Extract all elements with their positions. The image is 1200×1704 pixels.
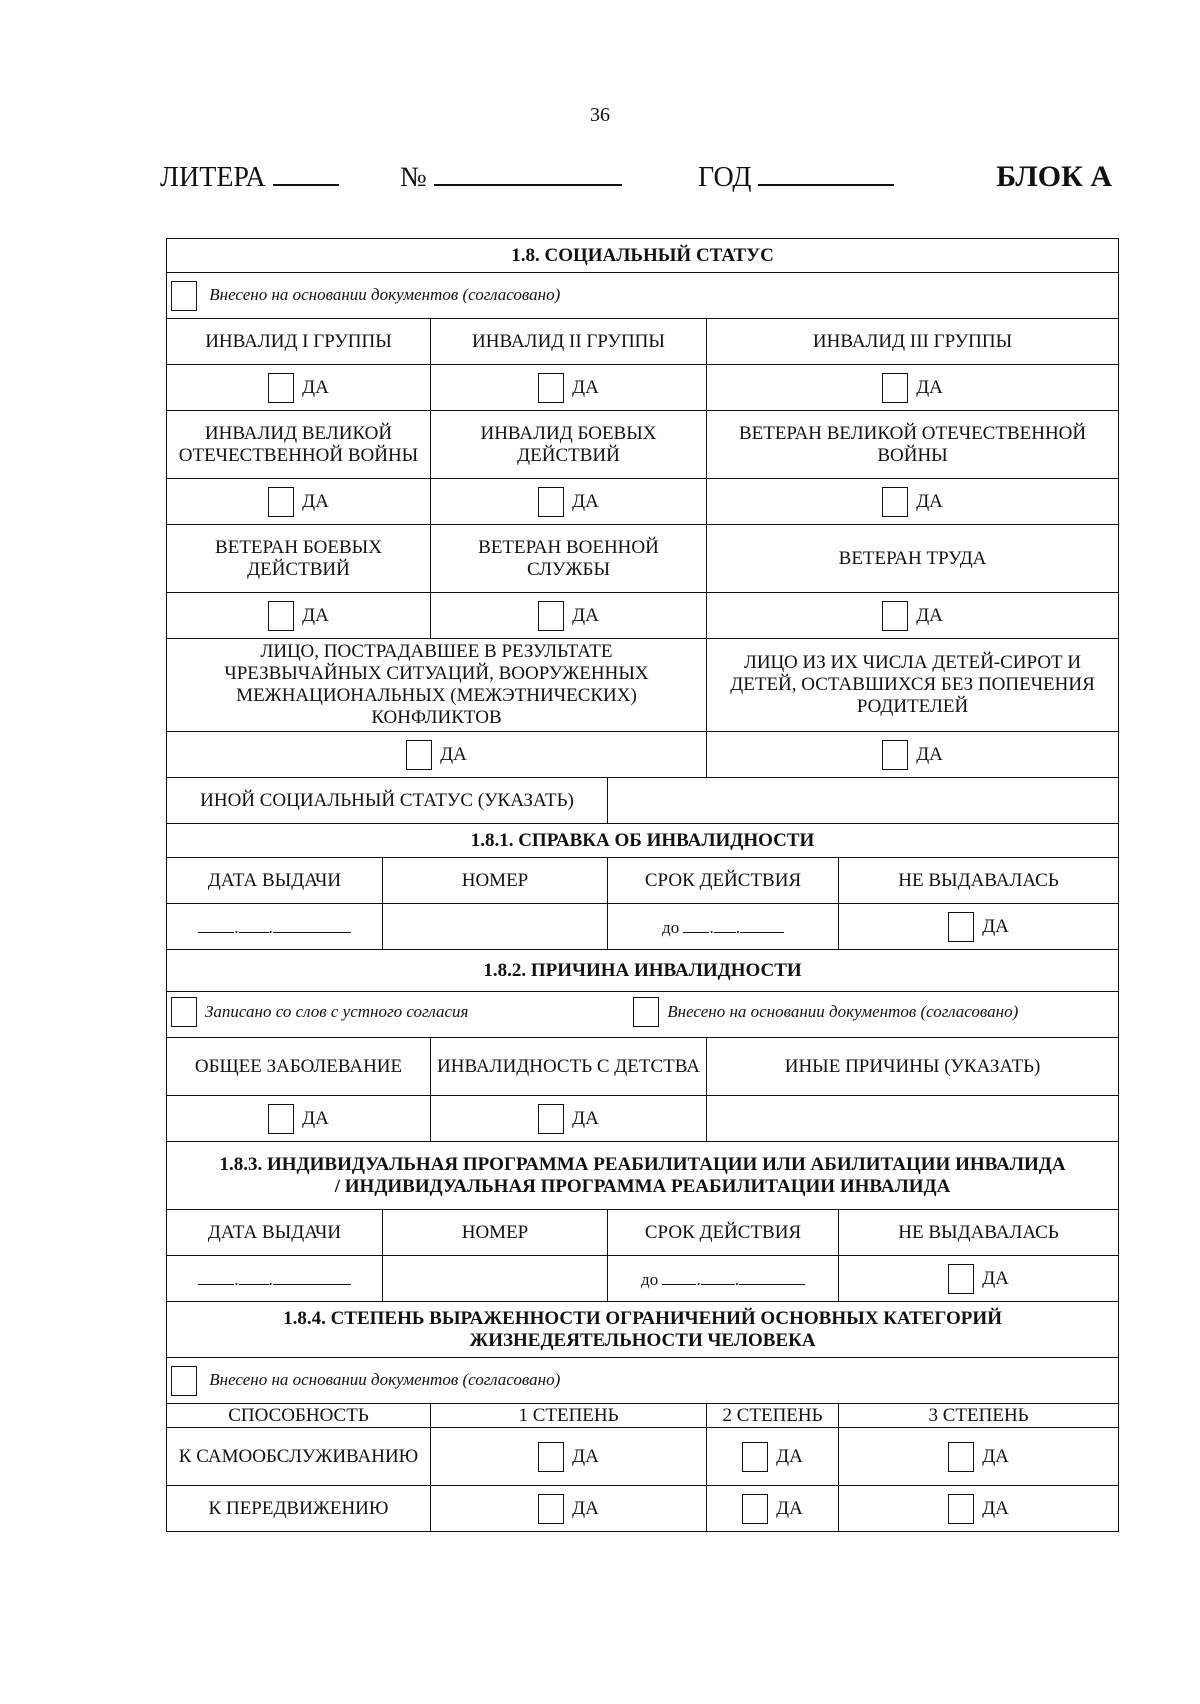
cause-since-childhood-yes — [431, 1096, 707, 1142]
status-disabled-1-yes — [167, 365, 431, 411]
lim-mobility-3 — [839, 1486, 1119, 1532]
lim-mobility-1-checkbox[interactable] — [538, 1494, 564, 1524]
yes-label: ДА — [572, 490, 599, 512]
status-emergency-victim-checkbox[interactable] — [406, 740, 432, 770]
section-title-rehab-program — [167, 1142, 1119, 1210]
cert-col-number: НОМЕР — [383, 858, 608, 904]
lim-col-degree-1: 1 СТЕПЕНЬ — [431, 1404, 707, 1428]
social-status-form — [166, 238, 1119, 1532]
status-other-label: ИНОЙ СОЦИАЛЬНЫЙ СТАТУС (УКАЗАТЬ) — [167, 778, 608, 824]
document-header — [160, 160, 1112, 200]
oral-consent-label: Записано со слов с устного согласия — [205, 1001, 469, 1021]
cause-source-row — [167, 992, 1119, 1038]
cause-doc-agreed-label: Внесено на основании документов (согласовано) — [667, 1001, 1019, 1021]
doc-agreed-checkbox[interactable] — [171, 281, 197, 311]
yes-label: ДА — [916, 490, 943, 512]
lim-self-care-1 — [431, 1428, 707, 1486]
section-title-disability-cause: 1.8.2. ПРИЧИНА ИНВАЛИДНОСТИ — [167, 950, 1119, 992]
cause-general-disease-yes — [167, 1096, 431, 1142]
lim-self-care: К САМООБСЛУЖИВАНИЮ — [167, 1428, 431, 1486]
status-wwii-disabled: ИНВАЛИД ВЕЛИКОЙ ОТЕЧЕСТВЕННОЙ ВОЙНЫ — [167, 411, 431, 479]
yes-label: ДА — [572, 1445, 599, 1467]
status-wwii-veteran: ВЕТЕРАН ВЕЛИКОЙ ОТЕЧЕСТВЕННОЙ ВОЙНЫ — [707, 411, 1119, 479]
status-combat-veteran-yes — [167, 593, 431, 639]
status-wwii-disabled-checkbox[interactable] — [268, 487, 294, 517]
cause-doc-agreed-checkbox[interactable] — [633, 997, 659, 1027]
yes-label: ДА — [982, 1497, 1009, 1519]
litera-field — [160, 160, 339, 194]
litera-label: ЛИТЕРА — [160, 162, 266, 193]
status-combat-disabled-checkbox[interactable] — [538, 487, 564, 517]
yes-label: ДА — [982, 1445, 1009, 1467]
status-combat-veteran-checkbox[interactable] — [268, 601, 294, 631]
lim-col-degree-3: 3 СТЕПЕНЬ — [839, 1404, 1119, 1428]
lim-mobility-2-checkbox[interactable] — [742, 1494, 768, 1524]
rehab-col-not-issued: НЕ ВЫДАВАЛАСЬ — [839, 1210, 1119, 1256]
year-field — [698, 160, 894, 194]
yes-label: ДА — [302, 1107, 329, 1129]
limitations-doc-agreed-label: Внесено на основании документов (согласовано) — [209, 1369, 561, 1389]
status-disabled-2-checkbox[interactable] — [538, 373, 564, 403]
status-combat-disabled-yes — [431, 479, 707, 525]
yes-label: ДА — [572, 604, 599, 626]
status-disabled-2: ИНВАЛИД II ГРУППЫ — [431, 319, 707, 365]
status-disabled-3: ИНВАЛИД III ГРУППЫ — [707, 319, 1119, 365]
lim-self-care-3-checkbox[interactable] — [948, 1442, 974, 1472]
status-labor-veteran: ВЕТЕРАН ТРУДА — [707, 525, 1119, 593]
rehab-title-line1: 1.8.3. ИНДИВИДУАЛЬНАЯ ПРОГРАММА РЕАБИЛИТАЦИИ ИЛИ АБИЛИТАЦИИ ИНВАЛИДА — [219, 1153, 1066, 1175]
status-other-input[interactable] — [608, 778, 1119, 824]
yes-label: ДА — [916, 743, 943, 765]
rehab-col-number: НОМЕР — [383, 1210, 608, 1256]
number-field — [400, 160, 622, 194]
limitations-title-line2: ЖИЗНЕДЕЯТЕЛЬНОСТИ ЧЕЛОВЕКА — [469, 1329, 816, 1351]
yes-label: ДА — [916, 376, 943, 398]
cert-number-input[interactable] — [383, 904, 608, 950]
doc-agreed-label: Внесено на основании документов (согласовано) — [209, 284, 561, 304]
yes-label: ДА — [776, 1445, 803, 1467]
status-military-veteran-checkbox[interactable] — [538, 601, 564, 631]
yes-label: ДА — [302, 490, 329, 512]
until-label: до — [662, 918, 680, 937]
status-orphan-yes — [707, 732, 1119, 778]
rehab-not-issued-yes — [839, 1256, 1119, 1302]
yes-label: ДА — [916, 604, 943, 626]
cert-col-not-issued: НЕ ВЫДАВАЛАСЬ — [839, 858, 1119, 904]
year-label: ГОД — [698, 162, 752, 193]
status-orphan-checkbox[interactable] — [882, 740, 908, 770]
cause-since-childhood-checkbox[interactable] — [538, 1104, 564, 1134]
limitations-doc-agreed-row — [167, 1358, 1119, 1404]
year-input[interactable] — [758, 160, 894, 186]
cert-validity-input[interactable]: до . . — [608, 904, 839, 950]
status-disabled-1-checkbox[interactable] — [268, 373, 294, 403]
rehab-title-line2: / ИНДИВИДУАЛЬНАЯ ПРОГРАММА РЕАБИЛИТАЦИИ ИНВАЛИДА — [334, 1175, 951, 1197]
status-combat-disabled: ИНВАЛИД БОЕВЫХ ДЕЙСТВИЙ — [431, 411, 707, 479]
cause-general-disease-checkbox[interactable] — [268, 1104, 294, 1134]
rehab-col-validity: СРОК ДЕЙСТВИЯ — [608, 1210, 839, 1256]
until-label: до — [641, 1270, 659, 1289]
rehab-validity-input[interactable]: до . . — [608, 1256, 839, 1302]
lim-col-degree-2: 2 СТЕПЕНЬ — [707, 1404, 839, 1428]
rehab-issue-date-input[interactable]: . . — [167, 1256, 383, 1302]
cause-other-input[interactable] — [707, 1096, 1119, 1142]
cert-not-issued-yes — [839, 904, 1119, 950]
cert-col-validity: СРОК ДЕЙСТВИЯ — [608, 858, 839, 904]
doc-agreed-row — [167, 273, 1119, 319]
status-wwii-veteran-yes — [707, 479, 1119, 525]
yes-label: ДА — [440, 743, 467, 765]
number-input[interactable] — [434, 160, 622, 186]
oral-consent-checkbox[interactable] — [171, 997, 197, 1027]
status-disabled-2-yes — [431, 365, 707, 411]
yes-label: ДА — [302, 376, 329, 398]
yes-label: ДА — [572, 1497, 599, 1519]
status-military-veteran: ВЕТЕРАН ВОЕННОЙ СЛУЖБЫ — [431, 525, 707, 593]
lim-self-care-2 — [707, 1428, 839, 1486]
page-number: 36 — [590, 104, 610, 126]
rehab-not-issued-checkbox[interactable] — [948, 1264, 974, 1294]
yes-label: ДА — [302, 604, 329, 626]
lim-col-ability: СПОСОБНОСТЬ — [167, 1404, 431, 1428]
limitations-doc-agreed-checkbox[interactable] — [171, 1366, 197, 1396]
cert-col-issue-date: ДАТА ВЫДАЧИ — [167, 858, 383, 904]
litera-input[interactable] — [273, 160, 339, 186]
status-emergency-victim-yes — [167, 732, 707, 778]
cause-general-disease: ОБЩЕЕ ЗАБОЛЕВАНИЕ — [167, 1038, 431, 1096]
lim-mobility-2 — [707, 1486, 839, 1532]
cause-since-childhood: ИНВАЛИДНОСТЬ С ДЕТСТВА — [431, 1038, 707, 1096]
cert-issue-date-input[interactable]: . . — [167, 904, 383, 950]
lim-self-care-3 — [839, 1428, 1119, 1486]
block-label: БЛОК А — [996, 160, 1112, 193]
lim-self-care-1-checkbox[interactable] — [538, 1442, 564, 1472]
yes-label: ДА — [572, 1107, 599, 1129]
rehab-number-input[interactable] — [383, 1256, 608, 1302]
cause-other: ИНЫЕ ПРИЧИНЫ (УКАЗАТЬ) — [707, 1038, 1119, 1096]
yes-label: ДА — [982, 1267, 1009, 1289]
yes-label: ДА — [776, 1497, 803, 1519]
cert-not-issued-checkbox[interactable] — [948, 912, 974, 942]
status-combat-veteran: ВЕТЕРАН БОЕВЫХ ДЕЙСТВИЙ — [167, 525, 431, 593]
yes-label: ДА — [982, 915, 1009, 937]
status-wwii-veteran-checkbox[interactable] — [882, 487, 908, 517]
status-disabled-1: ИНВАЛИД I ГРУППЫ — [167, 319, 431, 365]
lim-self-care-2-checkbox[interactable] — [742, 1442, 768, 1472]
section-title-social-status: 1.8. СОЦИАЛЬНЫЙ СТАТУС — [167, 239, 1119, 273]
yes-label: ДА — [572, 376, 599, 398]
status-orphan: ЛИЦО ИЗ ИХ ЧИСЛА ДЕТЕЙ-СИРОТ И ДЕТЕЙ, ОСТАВШИХСЯ БЕЗ ПОПЕЧЕНИЯ РОДИТЕЛЕЙ — [707, 639, 1119, 732]
limitations-title-line1: 1.8.4. СТЕПЕНЬ ВЫРАЖЕННОСТИ ОГРАНИЧЕНИЙ ОСНОВНЫХ КАТЕГОРИЙ — [283, 1307, 1002, 1329]
status-emergency-victim: ЛИЦО, ПОСТРАДАВШЕЕ В РЕЗУЛЬТАТЕ ЧРЕЗВЫЧАЙНЫХ СИТУАЦИЙ, ВООРУЖЕННЫХ МЕЖНАЦИОНАЛЬНЫХ (МЕЖЭТНИЧЕСКИХ) КОНФЛИКТОВ — [167, 639, 707, 732]
status-labor-veteran-checkbox[interactable] — [882, 601, 908, 631]
rehab-col-issue-date: ДАТА ВЫДАЧИ — [167, 1210, 383, 1256]
lim-mobility: К ПЕРЕДВИЖЕНИЮ — [167, 1486, 431, 1532]
status-disabled-3-checkbox[interactable] — [882, 373, 908, 403]
section-title-disability-cert: 1.8.1. СПРАВКА ОБ ИНВАЛИДНОСТИ — [167, 824, 1119, 858]
number-label: № — [400, 162, 427, 193]
lim-mobility-1 — [431, 1486, 707, 1532]
lim-mobility-3-checkbox[interactable] — [948, 1494, 974, 1524]
status-labor-veteran-yes — [707, 593, 1119, 639]
section-title-limitations — [167, 1302, 1119, 1358]
status-disabled-3-yes — [707, 365, 1119, 411]
status-wwii-disabled-yes — [167, 479, 431, 525]
status-military-veteran-yes — [431, 593, 707, 639]
